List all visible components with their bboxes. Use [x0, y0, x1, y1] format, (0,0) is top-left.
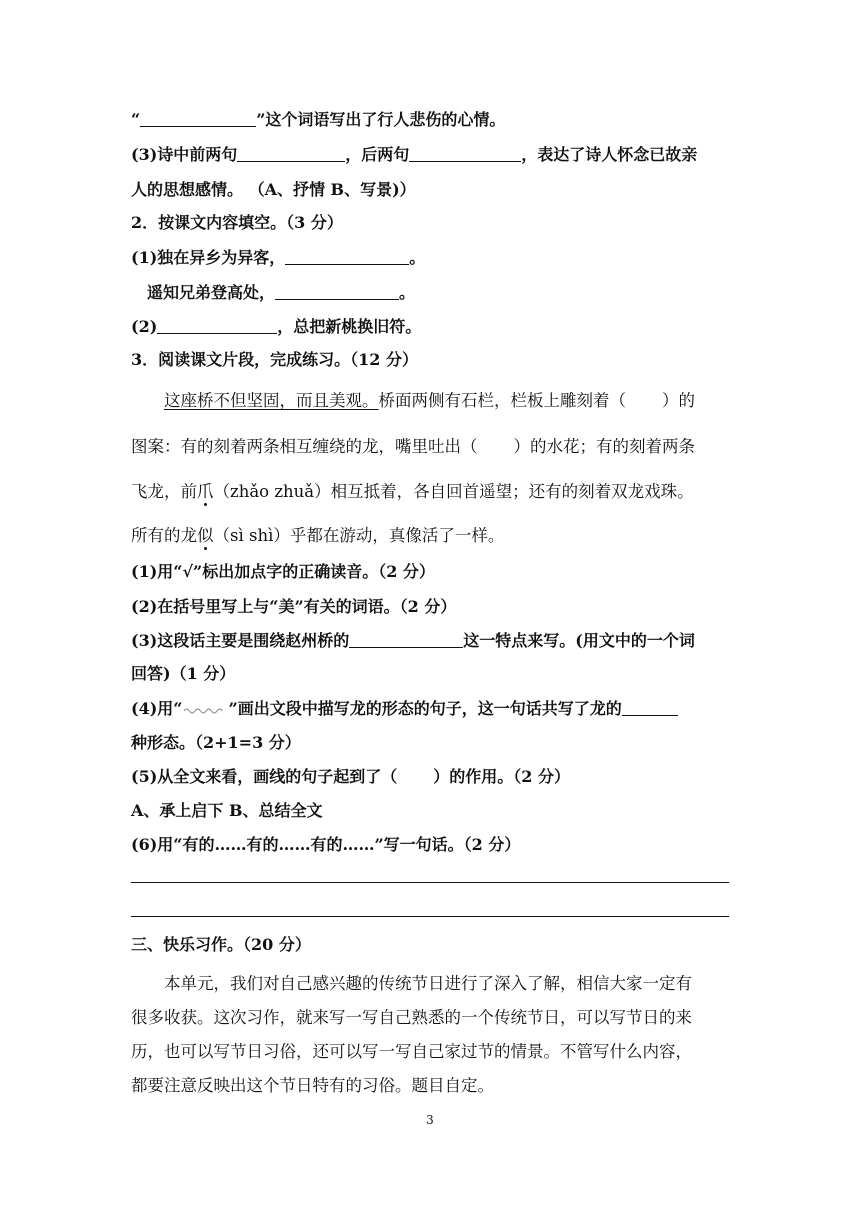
q2-line2: 遥知兄弟登高处， 。: [147, 283, 416, 302]
q3-sub2: (2)在括号里写上与“美”有关的词语。（2 分）: [131, 597, 457, 616]
passage-line1: 这座桥不但坚固，而且美观。桥面两侧有石栏，栏板上雕刻着（ ）的: [164, 391, 695, 410]
answer-blank[interactable]: [409, 146, 521, 162]
essay-prompt-line2: 很多收获。这次习作，就来写一写自己熟悉的一个传统节日，可以写节日的来: [131, 1008, 692, 1027]
essay-prompt-line3: 历，也可以写节日习俗，还可以写一写自己家过节的情景。不管写什么内容，: [131, 1042, 692, 1061]
answer-blank[interactable]: [140, 111, 256, 127]
q3-sub4-cont: 种形态。（2+1=3 分）: [131, 733, 301, 752]
q3-sub6: (6)用“有的……有的……有的……”写一句话。（2 分）: [131, 835, 521, 854]
q3-sub4: (4)用“ ”画出文段中描写龙的形态的句子，这一句话共写了龙的: [131, 699, 729, 719]
q1-tail-line: “ ”这个词语写出了行人悲伤的心情。: [131, 110, 506, 129]
section3-heading: 三、快乐习作。（20 分）: [131, 935, 311, 954]
q3-sub5-options: A、承上启下 B、总结全文: [131, 801, 323, 820]
underlined-sentence: 这座桥不但坚固，而且美观。: [164, 391, 379, 410]
q2-line3: (2) ，总把新桃换旧符。: [131, 317, 422, 336]
answer-line[interactable]: [131, 882, 729, 883]
essay-prompt-line4: 都要注意反映出这个节日特有的习俗。题目自定。: [131, 1076, 494, 1095]
q3-sub3-cont: 回答)（1 分）: [131, 664, 236, 683]
answer-blank[interactable]: [237, 146, 345, 162]
q1-3-line2: 人的思想感情。 （A、抒情 B、写景)）: [131, 180, 416, 199]
answer-blank[interactable]: [285, 249, 409, 265]
answer-blank[interactable]: [275, 284, 399, 300]
passage-line2: 图案：有的刻着两条相互缠绕的龙，嘴里吐出（ ）的水花；有的刻着两条: [131, 437, 695, 456]
dotted-char: 爪: [197, 482, 214, 501]
q3-sub1: (1)用“√”标出加点字的正确读音。（2 分）: [131, 562, 435, 581]
q2-line1: (1)独在异乡为异客， 。: [131, 248, 426, 267]
essay-prompt-line1: 本单元，我们对自己感兴趣的传统节日进行了深入了解，相信大家一定有: [164, 974, 692, 993]
q1-3-line1: (3)诗中前两句 ，后两句 ，表达了诗人怀念已故亲: [131, 145, 698, 164]
dotted-char: 似: [197, 526, 214, 545]
q2-title: 2．按课文内容填空。（3 分）: [131, 213, 343, 232]
passage-line3: 飞龙，前爪（zhǎo zhuǎ）相互抵着，各自回首遥望；还有的刻着双龙戏珠。: [131, 482, 694, 501]
q3-sub5: (5)从全文来看，画线的句子起到了（ ）的作用。（2 分）: [131, 767, 570, 786]
wavy-underline-icon: [182, 705, 228, 715]
answer-blank[interactable]: [349, 632, 463, 648]
q3-title: 3．阅读课文片段，完成练习。（12 分）: [131, 350, 418, 369]
answer-blank[interactable]: [622, 700, 678, 716]
page-number: 3: [426, 1113, 434, 1127]
q3-sub3: (3)这段话主要是围绕赵州桥的 这一特点来写。(用文中的一个词: [131, 631, 695, 650]
passage-line4: 所有的龙似（sì shì）乎都在游动，真像活了一样。: [131, 526, 505, 545]
answer-blank[interactable]: [157, 318, 277, 334]
answer-line[interactable]: [131, 916, 729, 917]
